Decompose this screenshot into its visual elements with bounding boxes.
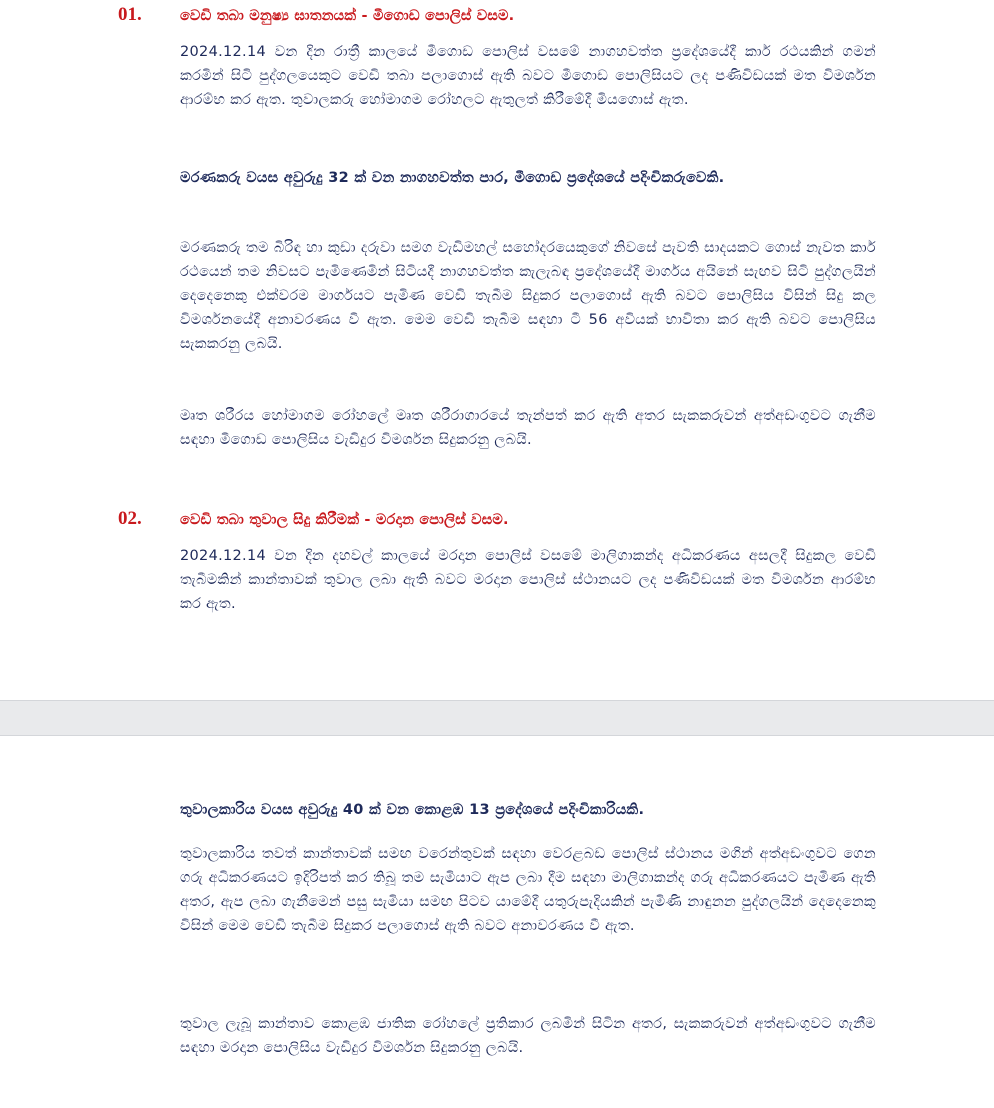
incident-title: වෙඩි තබා මනුෂ්‍ය ඝාතනයක් - මීගොඩ පොලිස් වසම. bbox=[180, 8, 515, 24]
victim-summary: තුවාලකාරිය වයස අවුරුදු 40 ක් වන කොළඹ 13 ප්‍රදේශයේ පදිංචිකාරියකි. bbox=[180, 802, 645, 818]
incident-paragraph: 2024.12.14 වන දින රාත්‍රී කාලයේ මීගොඩ පොලිස් වසමේ නාගහවත්ත ප්‍රදේශයේදී කාර් රථයකින් ගමන් කරමින් සිටි පුද්ගලයෙකුට වෙඩි තබා පලාගොස් ඇති බවට මීගොඩ පොලිසියට ලද පණිවිඩයක් මත විමර්ශන ආරම්භ කර ඇත. තුවාලකරු හෝමාගම රෝහලට ඇතුලත් කිරීමේදී මියගොස් ඇත. bbox=[180, 44, 876, 108]
incident-number: 01. bbox=[118, 4, 142, 25]
incident-paragraph: තුවාලකාරිය තවත් කාන්තාවක් සමඟ වරෙන්තුවක් සඳහා වෙරළබඩ පොලිස් ස්ථානය මගින් අත්අඩංගුවට ගෙන ගරු අධිකරණයට ඉදිරිපත් කර තිබූ තම සැමියාට ඇප ලබා දීම සඳහා මාලිගාකන්ද ගරු අධිකරණයට පැමිණ ඇති අතර, ඇප ලබා ගැනීමෙන් පසු සැමියා සමඟ පිටව යාමේදී යතුරුපැදියකින් පැමිණි නාඳුනන පුද්ගලයින් දෙදෙනෙකු විසින් මෙම වෙඩි තැබීම සිදුකර පලාගොස් ඇති බවට අනාවරණය වී ඇත. bbox=[180, 846, 876, 934]
victim-summary: මරණකරු වයස අවුරුදු 32 ක් වන නාගහවත්ත පාර, මීගොඩ ප්‍රදේශයේ පදිංචිකරුවෙකි. bbox=[180, 170, 725, 186]
incident-paragraph: මරණකරු තම බිරිඳ හා කුඩා දරුවා සමග වැඩිමහල් සහෝදරයෙකුගේ නිවසේ පැවති සාදයකට ගොස් නැවත කාර් රථයෙන් තම නිවසට පැමිණෙමින් සිටියදී නාගහවත්ත කැලැබඳ ප්‍රදේශයේදී මාර්ගය අයිනේ සැඟව සිටි පුද්ගලයින් දෙදෙනෙකු එක්වරම මාර්ගයට පැමිණ වෙඩි තැබීම සිදුකර පලාගොස් ඇති බවට පොලිසිය විසින් සිදු කල විමර්ශනයේදී අනාවරණය වී ඇත. මෙම වෙඩි තැබීම සඳහා ටී 56 අවියක් භාවිතා කර ඇති බවට පොලිසිය සැකකරනු ලබයි. bbox=[180, 240, 876, 352]
incident-paragraph: මෘත ශරීරය හෝමාගම රෝහලේ මෘත ශරීරාගාරයේ තැන්පත් කර ඇති අතර සැකකරුවන් අත්අඩංගුවට ගැනීම සඳහා මීගොඩ පොලිසිය වැඩිදුර විමර්ශන සිදුකරනු ලබයි. bbox=[180, 408, 876, 448]
incident-paragraph: තුවාල ලැබූ කාන්තාව කොළඹ ජාතික රෝහලේ ප්‍රතිකාර ලබමින් සිටින අතර, සැකකරුවන් අත්අඩංගුවට ගැනීම සඳහා මරදාන පොලිසිය වැඩිදුර විමර්ශන සිදුකරනු ලබයි. bbox=[180, 1016, 876, 1056]
incident-heading-02 bbox=[118, 508, 954, 530]
incident-title: වෙඩි තබා තුවාල සිදු කිරීමක් - මරදාන පොලිස් වසම. bbox=[180, 512, 509, 528]
incident-number: 02. bbox=[118, 508, 142, 529]
incident-heading-01 bbox=[118, 4, 954, 26]
incident-paragraph: 2024.12.14 වන දින දහවල් කාලයේ මරදාන පොලිස් වසමේ මාලිගාකන්ද අධිකරණය අසලදී සිදුකල වෙඩි තැබීමකින් කාන්තාවක් තුවාල ලබා ඇති බවට මරදාන පොලිස් ස්ථානයට ලද පණිවිඩයක් මත විමර්ශන ආරම්භ කර ඇත. bbox=[180, 548, 876, 612]
report-page-2 bbox=[0, 736, 994, 1108]
page-break bbox=[0, 700, 994, 736]
